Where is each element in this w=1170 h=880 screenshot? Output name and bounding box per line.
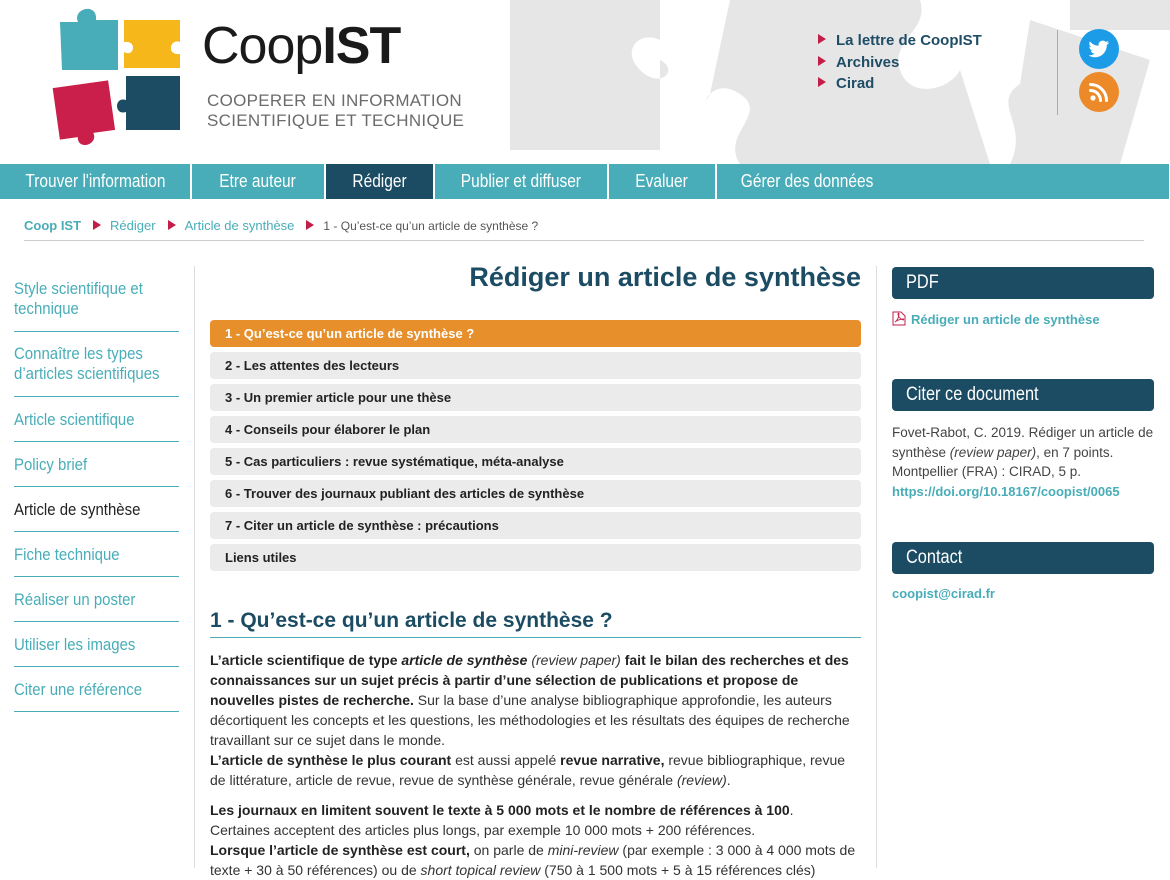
table-of-contents [210, 320, 861, 576]
header-divider [1057, 30, 1058, 115]
section-title: 1 - Qu’est-ce qu’un article de synthèse ? [210, 609, 861, 638]
breadcrumb-coop-ist[interactable]: Coop IST [24, 218, 82, 233]
logo-tagline-line1: COOPERER EN INFORMATION [207, 91, 462, 110]
toc-item-3[interactable]: 3 - Un premier article pour une thèse [210, 384, 861, 411]
rss-feed-icon [1079, 72, 1119, 112]
sidebar-divider [194, 266, 195, 868]
twitter-button[interactable] [1079, 29, 1119, 69]
sidebar-item-article-synthese[interactable]: Article de synthèse [14, 487, 179, 532]
sidebar-item-images[interactable]: Utiliser les images [14, 622, 179, 667]
nav-trouver-information[interactable]: Trouver l'information [0, 164, 192, 199]
sidebar-item-article-scientifique[interactable]: Article scientifique [14, 397, 179, 442]
toc-item-7[interactable]: 7 - Citer un article de synthèse : précautions [210, 512, 861, 539]
cite-box-header: Citer ce document [892, 379, 1154, 411]
sidebar-item-poster[interactable]: Réaliser un poster [14, 577, 179, 622]
breadcrumb-separator-icon [168, 220, 176, 230]
top-link-cirad[interactable]: Cirad [818, 73, 982, 95]
breadcrumb-current: 1 - Qu’est-ce qu’un article de synthèse ? [323, 219, 539, 233]
citation-doi-link[interactable]: https://doi.org/10.18167/coopist/0065 [892, 483, 1120, 499]
breadcrumb-separator-icon [93, 220, 101, 230]
breadcrumb-divider [24, 240, 1144, 241]
rss-button[interactable] [1079, 72, 1119, 112]
pdf-box-header: PDF [892, 267, 1154, 299]
sidebar-item-policy-brief[interactable]: Policy brief [14, 442, 179, 487]
sidebar-item-style-scientifique[interactable]: Style scientifique et technique [14, 270, 179, 332]
page-title: Rédiger un article de synthèse [469, 262, 861, 292]
citation-text: Fovet-Rabot, C. 2019. Rédiger un article de synthèse (review paper), en 7 points. Montpellier (FRA) : CIRAD, 5 p. https://doi.org/10.18167/coopist/0065 [892, 425, 1154, 499]
main-nav [0, 164, 1169, 199]
contact-email-link[interactable]: coopist@cirad.fr [892, 586, 995, 601]
logo-text-bold: IST [322, 17, 401, 75]
pdf-file-icon [892, 311, 906, 326]
toc-item-2[interactable]: 2 - Les attentes des lecteurs [210, 352, 861, 379]
contact-box-header: Contact [892, 542, 1154, 574]
coopist-puzzle-logo [52, 2, 188, 152]
toc-item-liens-utiles[interactable]: Liens utiles [210, 544, 861, 571]
breadcrumb-article-synthese[interactable]: Article de synthèse [184, 218, 295, 233]
nav-gerer-donnees[interactable]: Gérer des données [740, 171, 874, 191]
sidebar-item-citer-reference[interactable]: Citer une référence [14, 667, 179, 712]
top-link-lettre[interactable]: La lettre de CoopIST [818, 30, 982, 52]
triangle-bullet-icon [818, 34, 826, 44]
toc-item-5[interactable]: 5 - Cas particuliers : revue systématique, méta-analyse [210, 448, 861, 475]
triangle-bullet-icon [818, 77, 826, 87]
nav-rediger[interactable]: Rédiger [326, 164, 435, 199]
toc-item-1[interactable]: 1 - Qu’est-ce qu’un article de synthèse ? [210, 320, 861, 347]
twitter-bird-icon [1079, 29, 1119, 69]
logo-text-regular: Coop [202, 17, 323, 75]
length-paragraph: Les journaux en limitent souvent le texte à 5 000 mots et le nombre de références à 100. Certaines acceptent des articles plus longs, par exemple 10 000 mots + 200 références. Lorsque l’article de synthèse est court, on parle de mini-review (par exemple : 3 000 à 4 000 mots de texte + 30 à 50 références) ou de short topical review (750 à 1 500 mots + 5 à 15 références clés) [210, 802, 856, 878]
pdf-download-link[interactable]: Rédiger un article de synthèse [892, 311, 1100, 327]
nav-etre-auteur[interactable]: Etre auteur [192, 164, 326, 199]
site-header [0, 0, 1169, 164]
breadcrumb-separator-icon [306, 220, 314, 230]
toc-item-6[interactable]: 6 - Trouver des journaux publiant des articles de synthèse [210, 480, 861, 507]
top-link-archives[interactable]: Archives [818, 52, 982, 74]
triangle-bullet-icon [818, 56, 826, 66]
toc-item-4[interactable]: 4 - Conseils pour élaborer le plan [210, 416, 861, 443]
breadcrumb [24, 218, 538, 233]
top-links [818, 30, 982, 95]
logo-wordmark [202, 14, 400, 78]
nav-evaluer[interactable]: Evaluer [609, 164, 717, 199]
breadcrumb-rediger[interactable]: Rédiger [110, 218, 156, 233]
nav-publier-diffuser[interactable]: Publier et diffuser [435, 164, 609, 199]
sidebar-item-types-articles[interactable]: Connaître les types d’articles scientifiques [14, 332, 179, 397]
sidebar-item-fiche-technique[interactable]: Fiche technique [14, 532, 179, 577]
logo-tagline-line2: SCIENTIFIQUE ET TECHNIQUE [207, 111, 465, 130]
sidebar-menu [14, 270, 179, 712]
intro-paragraph: L’article scientifique de type article de synthèse (review paper) fait le bilan des recherches et des connaissances sur un sujet précis à partir d’une sélection de publications et propose de nouvelles pistes de recherche. Sur la base d’une analyse bibliographique approfondie, les auteurs décortiquent les concepts et les questions, les méthodologies et les résultats des équipes de recherche travaillant sur ce sujet dans le monde. L’article de synthèse le plus courant est aussi appelé revue narrative, revue bibliographique, revue de littérature, article de revue, revue de synthèse générale, revue générale (review). [210, 652, 850, 788]
right-sidebar-divider [876, 266, 877, 868]
